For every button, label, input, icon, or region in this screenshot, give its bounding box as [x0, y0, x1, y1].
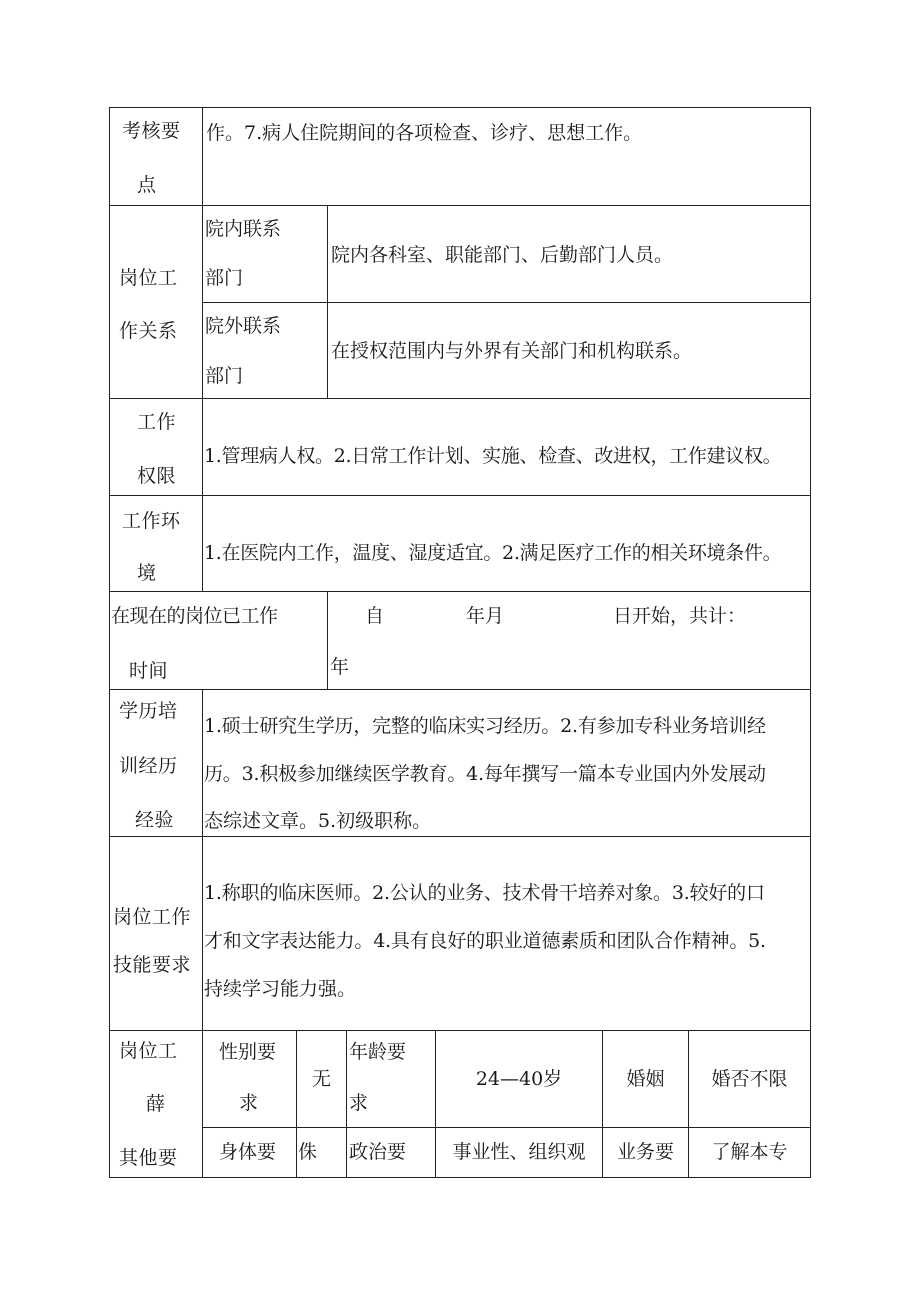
body-label: 身体要 — [219, 1141, 277, 1163]
table-left-border — [109, 107, 110, 1178]
row-divider — [202, 1127, 811, 1128]
col-divider — [296, 1030, 297, 1178]
skills-content-line1: 1.称职的临床医师。2.公认的业务、技术骨干培养对象。3.较好的口 — [204, 882, 765, 904]
business-value: 了解本专 — [711, 1141, 788, 1163]
skills-content-line3: 持续学习能力强。 — [204, 978, 357, 1000]
table-bottom-border — [109, 1177, 811, 1178]
col-divider — [327, 205, 328, 398]
skills-label-line2: 技能要求 — [113, 954, 192, 976]
authority-label-line1: 工作 — [137, 411, 177, 433]
education-content-line3: 态综述文章。5.初级职称。 — [204, 810, 432, 832]
tenure-year: 年 — [330, 656, 350, 678]
row-divider — [109, 205, 811, 206]
skills-content-line2: 才和文字表达能力。4.具有良好的职业道德素质和团队合作精神。5. — [204, 930, 766, 952]
education-content-line1: 1.硕士研究生学历，完整的临床实习经历。2.有参加专科业务培训经 — [204, 715, 766, 737]
age-label-line1: 年龄要 — [349, 1041, 407, 1063]
politics-value: 事业性、组织观 — [452, 1141, 586, 1163]
politics-label: 政治要 — [349, 1141, 407, 1163]
assessment-content: 作。7.病人住院期间的各项检查、诊疗、思想工作。 — [206, 122, 643, 144]
relations-label-line2: 作关系 — [119, 320, 178, 342]
col-divider — [202, 689, 203, 1178]
education-content-line2: 历。3.积极参加继续医学教育。4.每年撰写一篇本专业国内外发展动 — [204, 763, 766, 785]
row-divider — [109, 591, 811, 592]
external-contact-label-line1: 院外联系 — [205, 315, 282, 337]
education-label-line2: 训经历 — [119, 755, 178, 777]
external-contact-content: 在授权范围内与外界有关部门和机构联系。 — [331, 340, 693, 362]
authority-content: 1.管理病人权。2.日常工作计划、实施、检查、改进权，工作建议权。 — [204, 445, 782, 467]
tenure-year-month: 年月 — [466, 605, 505, 627]
table-top-border — [109, 107, 811, 108]
col-divider — [327, 591, 328, 689]
tenure-from: 自 — [365, 605, 385, 627]
body-value: 侏 — [298, 1141, 318, 1163]
tenure-day-total: 日开始，共计： — [613, 605, 747, 627]
other-label-line2: 薛 — [146, 1093, 166, 1115]
other-label-line1: 岗位工 — [119, 1040, 178, 1062]
environment-label-line1: 工作环 — [122, 510, 181, 532]
tenure-label-line2: 时间 — [129, 660, 169, 682]
internal-contact-content: 院内各科室、职能部门、后勤部门人员。 — [331, 244, 674, 266]
col-divider — [346, 1030, 347, 1178]
external-contact-label-line2: 部门 — [205, 365, 244, 387]
row-divider — [109, 689, 811, 690]
internal-contact-label-line2: 部门 — [205, 267, 244, 289]
row-divider — [202, 302, 811, 303]
education-label-line3: 经验 — [135, 809, 175, 831]
environment-content: 1.在医院内工作，温度、湿度适宜。2.满足医疗工作的相关环境条件。 — [204, 542, 782, 564]
authority-label-line2: 权限 — [137, 465, 177, 487]
gender-value: 无 — [312, 1068, 332, 1090]
relations-label-line1: 岗位工 — [119, 267, 178, 289]
assessment-label-line1: 考核要 — [122, 120, 181, 142]
row-divider — [109, 495, 811, 496]
age-value: 24—40岁 — [475, 1068, 563, 1090]
gender-label-line2: 求 — [239, 1092, 259, 1114]
education-label-line1: 学历培 — [119, 700, 178, 722]
gender-label-line1: 性别要 — [219, 1041, 277, 1063]
internal-contact-label-line1: 院内联系 — [205, 218, 282, 240]
other-label-line3: 其他要 — [119, 1147, 178, 1169]
marriage-value: 婚否不限 — [711, 1068, 788, 1090]
business-label: 业务要 — [616, 1141, 674, 1163]
table-right-border — [810, 107, 811, 1178]
row-divider — [109, 836, 811, 837]
age-label-line2: 求 — [349, 1092, 369, 1114]
col-divider — [202, 107, 203, 591]
skills-label-line1: 岗位工作 — [113, 906, 192, 928]
environment-label-line2: 境 — [137, 562, 157, 584]
marriage-label: 婚姻 — [626, 1068, 665, 1090]
tenure-label-line1: 在现在的岗位已工作 — [111, 605, 278, 627]
row-divider — [109, 1030, 811, 1031]
row-divider — [109, 398, 811, 399]
job-description-table — [109, 107, 811, 1178]
assessment-label-line2: 点 — [137, 174, 157, 196]
